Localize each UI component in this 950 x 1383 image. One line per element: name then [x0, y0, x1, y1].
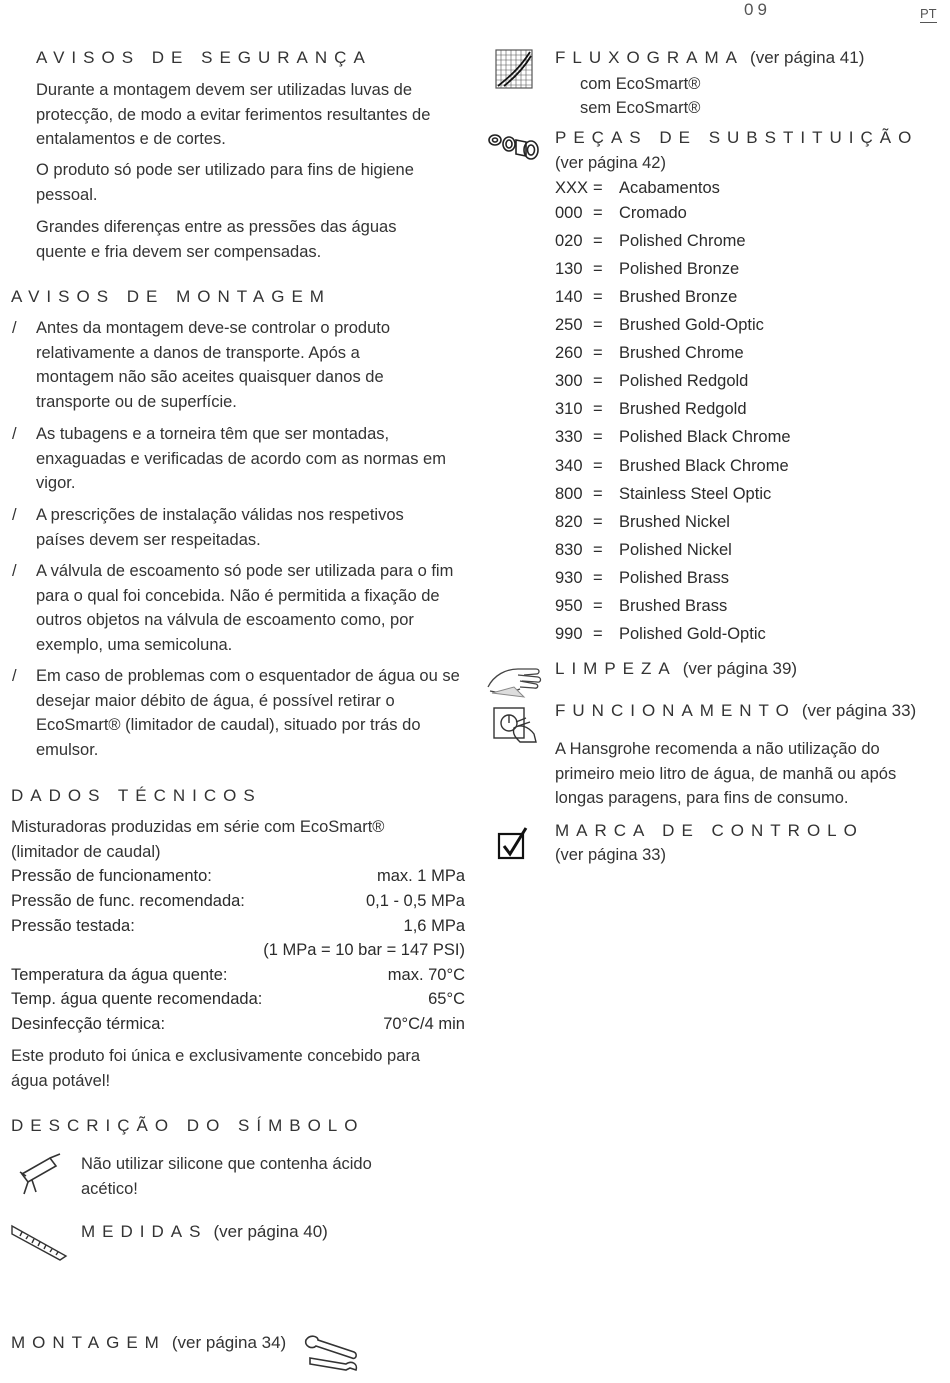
measures-ref: (ver página 40): [213, 1222, 328, 1241]
assembly-note-item: / Em caso de problemas com o esquentador de água ou se desejar maior débito de água, é possível retirar o EcoSmart® (limitador de caudal), situado por trás do emulsor.: [36, 664, 464, 762]
finish-code: 800: [555, 485, 583, 503]
control-ref: (ver página 33): [555, 846, 666, 864]
tech-row: Pressão de funcionamento: max. 1 MPa: [11, 867, 465, 885]
finish-item: [555, 313, 764, 337]
page-number: 09: [744, 0, 771, 19]
finish-code: 020: [555, 232, 583, 250]
parts-ref: (ver página 42): [555, 154, 666, 172]
finish-equals: =: [593, 232, 603, 250]
control-title: MARCA DE CONTROLO: [555, 821, 864, 840]
flow-with-ecosmart: com EcoSmart®: [580, 75, 701, 93]
tech-row: Temp. água quente recomendada: 65°C: [11, 990, 465, 1008]
finish-name: Brushed Gold-Optic: [619, 316, 764, 334]
finish-equals: =: [593, 400, 603, 418]
finish-equals: =: [593, 204, 603, 222]
finish-equals: =: [593, 428, 603, 446]
operation-text: A Hansgrohe recomenda a não utilização do primeiro meio litro de água, de manhã ou após longas paragens, para fins de consumo.: [555, 740, 897, 807]
operation-ref: (ver página 33): [801, 701, 917, 720]
finish-item: [555, 229, 746, 253]
cleaning-heading: [555, 659, 797, 679]
finish-equals: =: [593, 316, 603, 334]
finish-code: 250: [555, 316, 583, 334]
finish-code: 310: [555, 400, 583, 418]
assembly-notes-title: AVISOS DE MONTAGEM: [11, 287, 331, 306]
flowchart-icon: [494, 48, 534, 90]
finish-name: Polished Nickel: [619, 541, 732, 559]
finish-code: 140: [555, 288, 583, 306]
finish-equals: =: [593, 597, 603, 615]
parts-title: PEÇAS DE SUBSTITUIÇÃO: [555, 128, 919, 147]
wrench-icon: [302, 1332, 360, 1372]
assembly-note-item: / Antes da montagem deve-se controlar o produto relativamente a danos de transporte. Após a montagem não são aceites quaisquer danos de transporte ou de superfície.: [36, 316, 436, 414]
finish-item: [555, 482, 771, 506]
finish-name: Brushed Bronze: [619, 288, 738, 306]
finish-item: [555, 566, 729, 590]
finish-name: Polished Bronze: [619, 260, 740, 278]
operation-hand-icon: [490, 700, 540, 744]
tech-row: Pressão de func. recomendada: 0,1 - 0,5 MPa: [11, 892, 465, 910]
measures-title: MEDIDAS: [81, 1222, 208, 1241]
operation-heading: [555, 701, 916, 721]
finish-name: Acabamentos: [619, 179, 720, 197]
flow-without-ecosmart: sem EcoSmart®: [580, 99, 701, 117]
finish-name: Cromado: [619, 204, 687, 222]
bullet-marker: /: [12, 506, 17, 524]
bullet-marker: /: [12, 667, 17, 685]
finish-name: Brushed Redgold: [619, 400, 747, 418]
mounting-title: MONTAGEM: [11, 1333, 166, 1352]
finish-code: 340: [555, 457, 583, 475]
finish-code: 000: [555, 204, 583, 222]
measures-heading: [81, 1222, 328, 1242]
finish-equals: =: [593, 485, 603, 503]
finish-code: 930: [555, 569, 583, 587]
finish-code: XXX: [555, 179, 589, 197]
cleaning-hand-icon: [484, 657, 546, 699]
cleaning-title: LIMPEZA: [555, 659, 677, 678]
finish-item: [555, 594, 727, 618]
technical-title: DADOS TÉCNICOS: [11, 786, 262, 805]
finish-name: Polished Gold-Optic: [619, 625, 766, 643]
finish-item: [555, 397, 747, 421]
finish-equals: =: [593, 179, 603, 197]
language-tag: PT: [920, 6, 937, 21]
finish-name: Polished Chrome: [619, 232, 746, 250]
finish-equals: =: [593, 513, 603, 531]
finish-item: [555, 201, 687, 225]
finish-equals: =: [593, 541, 603, 559]
tech-row: Desinfecção térmica: 70°C/4 min: [11, 1015, 465, 1033]
finish-item: [555, 538, 732, 562]
finish-item: [555, 425, 791, 449]
bullet-marker: /: [12, 562, 17, 580]
finish-code: 260: [555, 344, 583, 362]
tech-row: Pressão testada: 1,6 MPa: [11, 917, 465, 935]
tech-row: Temperatura da água quente: max. 70°C: [11, 966, 465, 984]
safety-title: AVISOS DE SEGURANÇA: [36, 48, 372, 67]
finish-code: 830: [555, 541, 583, 559]
flow-heading: [555, 48, 864, 68]
finish-code: 950: [555, 597, 583, 615]
safety-paragraph: Durante a montagem devem ser utilizadas luvas de protecção, de modo a evitar ferimentos resultantes de entalamentos e de cortes.: [36, 81, 431, 148]
finish-item: [555, 176, 720, 200]
assembly-note-item: / A válvula de escoamento só pode ser utilizada para o fim para o qual foi concebida. Não é permitida a fixação de outros objetos na válvula de escoamento como, por exemplo, uma semicoluna.: [36, 559, 464, 657]
finish-item: [555, 454, 789, 478]
finish-item: [555, 369, 748, 393]
finish-code: 130: [555, 260, 583, 278]
finish-name: Stainless Steel Optic: [619, 485, 772, 503]
operation-title: FUNCIONAMENTO: [555, 701, 796, 720]
finish-name: Polished Black Chrome: [619, 428, 791, 446]
finish-item: [555, 622, 766, 646]
finish-equals: =: [593, 569, 603, 587]
technical-intro: Misturadoras produzidas em série com EcoSmart® (limitador de caudal): [11, 818, 385, 861]
finish-equals: =: [593, 344, 603, 362]
finish-equals: =: [593, 288, 603, 306]
mounting-heading: [11, 1333, 286, 1353]
finish-item: [555, 341, 744, 365]
finish-code: 300: [555, 372, 583, 390]
finish-item: [555, 510, 730, 534]
finish-equals: =: [593, 372, 603, 390]
cleaning-ref: (ver página 39): [682, 659, 798, 678]
finish-name: Brushed Brass: [619, 597, 728, 615]
ruler-icon: [10, 1222, 68, 1262]
silicone-gun-icon: [14, 1152, 64, 1198]
safety-paragraph: O produto só pode ser utilizado para fins de higiene pessoal.: [36, 161, 414, 204]
finish-code: 330: [555, 428, 583, 446]
finish-item: [555, 285, 737, 309]
finish-name: Brushed Chrome: [619, 344, 744, 362]
bullet-marker: /: [12, 319, 17, 337]
silicone-warning: Não utilizar silicone que contenha ácido acético!: [81, 1155, 372, 1198]
spare-parts-icon: [486, 126, 542, 166]
assembly-note-item: / A prescrições de instalação válidas nos respetivos países devem ser respeitadas.: [36, 503, 456, 552]
finish-code: 820: [555, 513, 583, 531]
finish-code: 990: [555, 625, 583, 643]
assembly-note-item: / As tubagens e a torneira têm que ser montadas, enxaguadas e verificadas de acordo com as normas em vigor.: [36, 422, 456, 496]
mounting-ref: (ver página 34): [171, 1333, 287, 1352]
checkmark-icon: [496, 826, 530, 862]
finish-equals: =: [593, 457, 603, 475]
finish-name: Brushed Nickel: [619, 513, 730, 531]
symbols-title: DESCRIÇÃO DO SÍMBOLO: [11, 1116, 365, 1135]
finish-name: Brushed Black Chrome: [619, 457, 789, 475]
finish-equals: =: [593, 625, 603, 643]
finish-name: Polished Brass: [619, 569, 730, 587]
flow-ref: (ver página 41): [750, 48, 865, 67]
finish-item: [555, 257, 739, 281]
finish-equals: =: [593, 260, 603, 278]
flow-title: FLUXOGRAMA: [555, 48, 745, 67]
safety-paragraph: Grandes diferenças entre as pressões das águas quente e fria devem ser compensadas.: [36, 218, 397, 261]
bullet-marker: /: [12, 425, 17, 443]
technical-note: Este produto foi única e exclusivamente concebido para água potável!: [11, 1047, 421, 1090]
finish-name: Polished Redgold: [619, 372, 749, 390]
tech-row: (1 MPa = 10 bar = 147 PSI): [263, 941, 465, 959]
